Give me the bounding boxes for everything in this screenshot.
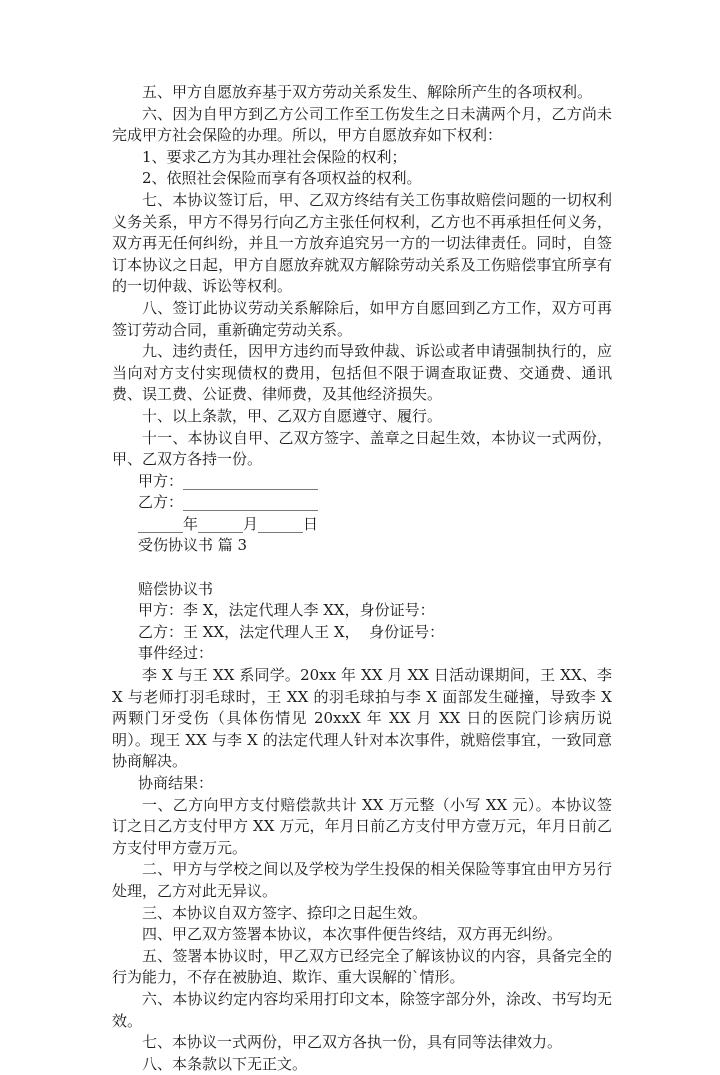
document-body: [112, 82, 617, 1075]
blank-line: [112, 557, 612, 579]
result-item-6: 六、本协议约定内容均采用打印文本，除签字部分外，涂改、书写均无效。: [112, 989, 612, 1030]
clause-9: 九、违约责任，因甲方违约而导致仲裁、诉讼或者申请强制执行的，应当向对方支付实现债权的费用，包括但不限于调查取证费、交通费、通讯费、误工费、公证费、律师费，及其他经济损失。: [112, 342, 612, 404]
party-a-line: 甲方：李 X，法定代理人李 XX，身份证号：: [138, 601, 435, 620]
signature-party-b: 乙方：__________________: [138, 493, 319, 512]
clause-11: 十一、本协议自甲、乙双方签字、盖章之日起生效，本协议一式两份，甲、乙双方各持一份。: [112, 428, 612, 469]
clause-10: 十、以上条款，甲、乙双方自愿遵守、履行。: [142, 406, 443, 425]
result-item-2: 二、甲方与学校之间以及学校为学生投保的相关保险等事宜由甲方另行处理，乙方对此无异议。: [112, 860, 612, 900]
result-item-3: 三、本协议自双方签字、捺印之日起生效。: [142, 903, 428, 922]
clause-6: 六、因为自甲方到乙方公司工作至工伤发生之日未满两个月，乙方尚未完成甲方社会保险的办理。所以，甲方自愿放弃如下权利：: [112, 104, 612, 145]
clause-6-item-1: 1、要求乙方为其办理社会保险的权利；: [142, 147, 407, 166]
signature-date: ______年______月______日: [138, 514, 319, 533]
signature-party-a: 甲方：__________________: [138, 471, 319, 490]
result-item-1: 一、乙方向甲方支付赔偿款共计 XX 万元整（小写 XX 元）。本协议签订之日乙方支付甲方 XX 万元，年月日前乙方支付甲方壹万元，年月日前乙方支付甲方壹万元。: [112, 795, 612, 857]
result-label: 协商结果：: [138, 774, 214, 792]
result-item-8: 八、本条款以下无正文。: [142, 1054, 308, 1073]
event-text: 李 X 与王 XX 系同学。20xx 年 XX 月 XX 日活动课期间，王 XX、李 X 与老师打羽毛球时，王 XX 的羽毛球拍与李 X 面部发生碰撞，导致李 X 两颗门牙受伤（具体伤情见 20xxX 年 XX 月 XX 日的医院门诊病历说明）。现王 XX 与李 X 的法定代理人针对本次事件，就赔偿事宜，一致同意协商解决。: [112, 666, 617, 771]
result-item-4: 四、甲乙双方签署本协议，本次事件便告终结，双方再无纠纷。: [142, 925, 563, 944]
result-item-5: 五、签署本协议时，甲乙双方已经完全了解该协议的内容，具备完全的行为能力，不存在被胁迫、欺诈、重大误解的`情形。: [112, 946, 612, 987]
party-b-line: 乙方：王 XX，法定代理人王 X， 身份证号：: [138, 622, 445, 641]
clause-7: 七、本协议签订后，甲、乙双方终结有关工伤事故赔偿问题的一切权利义务关系，甲方不得另行向乙方主张任何权利，乙方也不再承担任何义务，双方再无任何纠纷，并且一方放弃追究另一方的一切法律责任。同时，自签订本协议之日起，甲方自愿放弃就双方解除劳动关系及工伤赔偿事宜所享有的一切仲裁、诉讼等权利。: [112, 190, 612, 296]
section-heading: 受伤协议书 篇 3: [138, 536, 248, 555]
clause-6-item-2: 2、依照社会保险而享有各项权益的权利。: [142, 169, 422, 188]
clause-8: 八、签订此协议劳动关系解除后，如甲方自愿回到乙方工作，双方可再签订劳动合同，重新确定劳动关系。: [112, 298, 612, 339]
event-label: 事件经过：: [138, 644, 214, 663]
document-title: 赔偿协议书: [138, 579, 214, 598]
result-item-7: 七、本协议一式两份，甲乙双方各执一份，具有同等法律效力。: [142, 1033, 563, 1052]
clause-5: 五、甲方自愿放弃基于双方劳动关系发生、解除所产生的各项权利。: [142, 83, 593, 101]
